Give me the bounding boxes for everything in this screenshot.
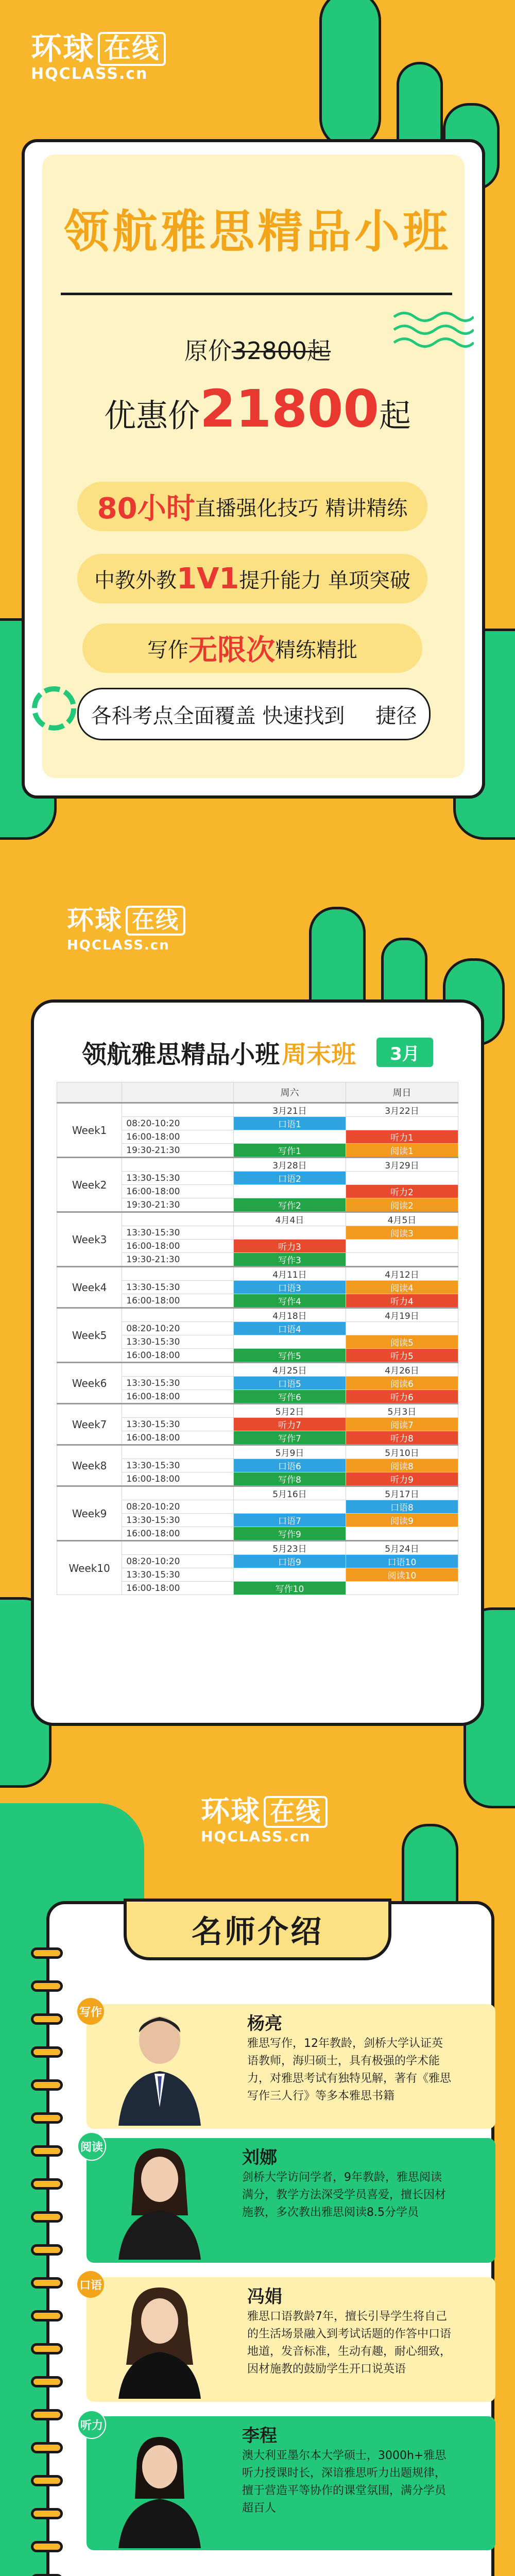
date-cell: 5月9日 [233, 1445, 346, 1459]
week-label: Week1 [57, 1103, 122, 1158]
binder-ring-icon [31, 2079, 63, 2091]
subject-tag: 阅读 [77, 2132, 106, 2161]
subject-tag: 写作 [77, 1998, 104, 2025]
time-cell: 19:30-21:30 [122, 1144, 234, 1158]
logo-en: HQCLASS. [31, 65, 126, 83]
class-cell: 阅读8 [346, 1459, 458, 1472]
class-cell: 阅读2 [346, 1198, 458, 1212]
class-cell [346, 1322, 458, 1335]
binder-ring-icon [31, 2376, 63, 2387]
time-cell: 13:30-15:30 [122, 1568, 234, 1582]
class-cell: 口语2 [233, 1172, 346, 1185]
feature-text: 直播强化技巧 精讲精练 [195, 496, 408, 520]
class-cell: 口语6 [233, 1459, 346, 1472]
brand-logo [67, 904, 185, 954]
teacher-name: 杨亮 [247, 2013, 282, 2034]
brand-logo [31, 32, 166, 82]
class-cell: 听力7 [233, 1418, 346, 1431]
class-cell: 口语9 [233, 1555, 346, 1568]
header-cell [122, 1082, 234, 1103]
schedule-table [57, 1082, 458, 1595]
class-cell: 口语10 [346, 1555, 458, 1568]
time-cell: 08:20-10:20 [122, 1117, 234, 1130]
class-cell: 写作9 [233, 1527, 346, 1541]
binder-ring-icon [31, 2475, 63, 2486]
binder-ring-icon [31, 2508, 63, 2519]
feature-highlight: 80小时 [97, 492, 195, 526]
feature-highlight: 无限次 [188, 634, 275, 667]
class-cell: 听力5 [346, 1349, 458, 1363]
class-cell: 口语8 [346, 1500, 458, 1514]
class-cell: 写作6 [233, 1390, 346, 1404]
time-cell [122, 1308, 234, 1322]
time-cell: 16:00-18:00 [122, 1527, 234, 1541]
feature-pill [77, 688, 431, 740]
class-cell [346, 1527, 458, 1541]
class-cell: 写作10 [233, 1582, 346, 1595]
feature-tail: 捷径 [375, 704, 417, 728]
feature-highlight: 1V1 [177, 562, 239, 596]
time-cell: 13:30-15:30 [122, 1514, 234, 1527]
hero-title: 领航雅思精品小班 [63, 205, 451, 258]
class-cell [233, 1335, 346, 1349]
binder-ring-icon [31, 2046, 63, 2058]
promo-price [0, 379, 515, 439]
logo-text: 环球 [201, 1795, 261, 1828]
date-cell: 3月28日 [233, 1158, 346, 1172]
logo-en-suffix: cn [150, 938, 170, 953]
week-label: Week8 [57, 1445, 122, 1486]
week-label: Week2 [57, 1158, 122, 1212]
class-cell: 口语7 [233, 1514, 346, 1527]
brand-logo [201, 1795, 328, 1845]
class-cell: 听力9 [346, 1472, 458, 1486]
logo-en-suffix: cn [126, 65, 148, 83]
schedule-title-text: 领航雅思精品小班 [82, 1040, 280, 1069]
date-row [57, 1486, 458, 1500]
binder-ring-icon [31, 1980, 63, 1992]
feature-text: 精练精批 [275, 638, 357, 662]
date-cell: 4月19日 [346, 1308, 458, 1322]
time-cell: 13:30-15:30 [122, 1335, 234, 1349]
feature-prefix: 写作 [147, 638, 188, 662]
time-cell: 16:00-18:00 [122, 1472, 234, 1486]
header-cell [57, 1082, 122, 1103]
binder-ring-icon [31, 2442, 63, 2453]
class-cell [346, 1117, 458, 1130]
class-cell: 阅读10 [346, 1568, 458, 1582]
teacher-photo-icon [103, 2277, 216, 2399]
class-cell: 口语4 [233, 1322, 346, 1335]
class-cell: 口语3 [233, 1281, 346, 1294]
time-cell: 19:30-21:30 [122, 1198, 234, 1212]
time-cell: 13:30-15:30 [122, 1226, 234, 1240]
class-cell [233, 1500, 346, 1514]
binder-ring-icon [31, 2409, 63, 2420]
date-cell: 3月22日 [346, 1103, 458, 1117]
logo-text: 环球 [31, 31, 95, 67]
time-cell [122, 1158, 234, 1172]
class-cell [233, 1130, 346, 1144]
subject-tag: 听力 [77, 2410, 106, 2439]
date-row [57, 1363, 458, 1377]
time-cell [122, 1445, 234, 1459]
week-label: Week6 [57, 1363, 122, 1404]
class-cell: 写作3 [233, 1253, 346, 1267]
date-row [57, 1541, 458, 1555]
class-cell: 写作8 [233, 1472, 346, 1486]
time-cell: 08:20-10:20 [122, 1555, 234, 1568]
original-price [0, 332, 515, 366]
logo-en: HQCLASS. [201, 1828, 290, 1845]
logo-box-text: 在线 [264, 1796, 328, 1828]
time-cell: 13:30-15:30 [122, 1377, 234, 1390]
time-cell: 16:00-18:00 [122, 1390, 234, 1404]
date-row [57, 1212, 458, 1226]
binder-ring-icon [31, 2574, 63, 2576]
binder-ring-icon [31, 2541, 63, 2552]
date-cell: 5月24日 [346, 1541, 458, 1555]
class-cell: 写作4 [233, 1294, 346, 1308]
binder-ring-icon [31, 2277, 63, 2289]
circle-decor-icon [31, 685, 77, 732]
divider [61, 293, 452, 295]
teacher-photo-icon [103, 2004, 216, 2126]
time-cell: 13:30-15:30 [122, 1281, 234, 1294]
date-cell: 5月23日 [233, 1541, 346, 1555]
date-cell: 5月17日 [346, 1486, 458, 1500]
class-cell: 写作5 [233, 1349, 346, 1363]
date-cell: 3月29日 [346, 1158, 458, 1172]
time-cell [122, 1404, 234, 1418]
class-cell: 口语5 [233, 1377, 346, 1390]
time-cell [122, 1486, 234, 1500]
teacher-name: 刘娜 [242, 2147, 277, 2168]
class-cell: 口语1 [233, 1117, 346, 1130]
date-row [57, 1445, 458, 1459]
logo-box-text: 在线 [126, 906, 185, 936]
week-label: Week4 [57, 1267, 122, 1308]
original-price-value: 32800起 [231, 337, 331, 365]
date-cell: 4月12日 [346, 1267, 458, 1281]
week-label: Week5 [57, 1308, 122, 1363]
class-cell: 阅读1 [346, 1144, 458, 1158]
date-cell: 5月2日 [233, 1404, 346, 1418]
class-cell: 阅读7 [346, 1418, 458, 1431]
promo-prefix: 优惠价 [104, 397, 200, 434]
class-cell: 写作1 [233, 1144, 346, 1158]
feature-pill [82, 623, 422, 673]
time-cell [122, 1541, 234, 1555]
class-cell [346, 1582, 458, 1595]
promo-price-value: 21800 [200, 379, 379, 439]
class-cell: 阅读3 [346, 1226, 458, 1240]
time-cell [122, 1267, 234, 1281]
class-cell [346, 1240, 458, 1253]
date-row [57, 1308, 458, 1322]
table-header-row [57, 1082, 458, 1103]
teacher-name: 冯娟 [247, 2286, 282, 2307]
logo-en: HQCLASS. [67, 938, 150, 953]
binder-ring-icon [31, 2310, 63, 2321]
time-cell: 08:20-10:20 [122, 1500, 234, 1514]
class-cell: 写作2 [233, 1198, 346, 1212]
teacher-desc: 澳大利亚墨尔本大学硕士，3000h+雅思听力授课时长，深谙雅思听力出题规律，擅于营造平等协作的课堂氛围，满分学员超百人 [242, 2449, 447, 2515]
header-sat: 周六 [233, 1082, 346, 1103]
teacher-photo-icon [103, 2427, 216, 2548]
time-cell: 19:30-21:30 [122, 1253, 234, 1267]
time-cell: 13:30-15:30 [122, 1418, 234, 1431]
class-cell: 写作7 [233, 1431, 346, 1445]
logo-en-suffix: cn [290, 1828, 311, 1845]
feature-text: 各科考点全面覆盖 快速找到 [91, 704, 345, 728]
binder-ring-icon [31, 2244, 63, 2256]
promo-suffix: 起 [379, 397, 411, 434]
class-cell: 阅读4 [346, 1281, 458, 1294]
class-cell: 听力8 [346, 1431, 458, 1445]
time-cell: 13:30-15:30 [122, 1459, 234, 1472]
time-cell: 16:00-18:00 [122, 1185, 234, 1198]
week-label: Week9 [57, 1486, 122, 1541]
class-cell: 阅读9 [346, 1514, 458, 1527]
teacher-desc: 雅思写作，12年教龄，剑桥大学认证英语教师，海归硕士，具有极强的学术能力，对雅思考试有独特见解，著有《雅思写作三人行》等多本雅思书籍 [247, 2037, 452, 2103]
month-badge: 3月 [376, 1038, 433, 1067]
time-cell: 16:00-18:00 [122, 1294, 234, 1308]
class-cell [233, 1185, 346, 1198]
time-cell: 08:20-10:20 [122, 1322, 234, 1335]
class-cell: 听力4 [346, 1294, 458, 1308]
date-row [57, 1158, 458, 1172]
time-cell: 16:00-18:00 [122, 1240, 234, 1253]
binder-ring-icon [31, 2013, 63, 2025]
time-cell: 16:00-18:00 [122, 1582, 234, 1595]
week-label: Week10 [57, 1541, 122, 1595]
date-cell: 5月10日 [346, 1445, 458, 1459]
time-cell [122, 1212, 234, 1226]
time-cell: 13:30-15:30 [122, 1172, 234, 1185]
feature-text: 提升能力 单项突破 [239, 568, 410, 592]
time-cell: 16:00-18:00 [122, 1349, 234, 1363]
date-cell: 4月26日 [346, 1363, 458, 1377]
subject-tag: 口语 [77, 2271, 104, 2298]
binder-ring-icon [31, 2145, 63, 2157]
teacher-desc: 剑桥大学访问学者，9年教龄，雅思阅读满分，教学方法深受学员喜爱，擅长因材施教，多次教出雅思阅读8.5分学员 [242, 2171, 447, 2219]
teacher-desc: 雅思口语教龄7年，擅长引导学生将自己的生活场景融入到考试话题的作答中口语地道，发音标准，生动有趣，耐心细致，因材施教的鼓励学生开口说英语 [247, 2310, 452, 2376]
class-cell: 阅读6 [346, 1377, 458, 1390]
date-cell: 3月21日 [233, 1103, 346, 1117]
time-cell: 16:00-18:00 [122, 1431, 234, 1445]
date-cell: 5月3日 [346, 1404, 458, 1418]
class-cell: 阅读5 [346, 1335, 458, 1349]
date-cell: 4月25日 [233, 1363, 346, 1377]
binder-ring-icon [31, 2178, 63, 2190]
teacher-name: 李程 [242, 2426, 277, 2446]
original-price-prefix: 原价 [184, 337, 232, 365]
date-row [57, 1404, 458, 1418]
week-label: Week7 [57, 1404, 122, 1445]
date-row [57, 1267, 458, 1281]
feature-pill [77, 482, 427, 531]
decor-green-bar [319, 0, 381, 149]
time-cell: 16:00-18:00 [122, 1130, 234, 1144]
class-cell: 听力1 [346, 1130, 458, 1144]
logo-text: 环球 [67, 905, 123, 936]
class-cell [346, 1253, 458, 1267]
feature-pill [77, 554, 427, 603]
logo-box-text: 在线 [98, 32, 166, 66]
class-cell: 听力3 [233, 1240, 346, 1253]
date-cell: 4月11日 [233, 1267, 346, 1281]
binder-ring-icon [31, 2343, 63, 2354]
date-row [57, 1103, 458, 1117]
date-cell: 4月5日 [346, 1212, 458, 1226]
week-label: Week3 [57, 1212, 122, 1267]
schedule-title-highlight: 周末班 [282, 1040, 356, 1069]
date-cell: 4月18日 [233, 1308, 346, 1322]
class-cell [233, 1568, 346, 1582]
feature-prefix: 中教外教 [94, 568, 177, 592]
date-cell: 4月4日 [233, 1212, 346, 1226]
class-cell [233, 1226, 346, 1240]
binder-ring-icon [31, 1947, 63, 1959]
binder-ring-icon [31, 2112, 63, 2124]
teachers-heading: 名师介绍 [124, 1899, 391, 1960]
binder-ring-icon [31, 2211, 63, 2223]
date-cell: 5月16日 [233, 1486, 346, 1500]
teacher-photo-icon [103, 2138, 216, 2260]
class-cell: 听力6 [346, 1390, 458, 1404]
time-cell [122, 1103, 234, 1117]
header-sun: 周日 [346, 1082, 458, 1103]
schedule-title [0, 1035, 515, 1070]
class-cell [346, 1172, 458, 1185]
class-cell: 听力2 [346, 1185, 458, 1198]
time-cell [122, 1363, 234, 1377]
